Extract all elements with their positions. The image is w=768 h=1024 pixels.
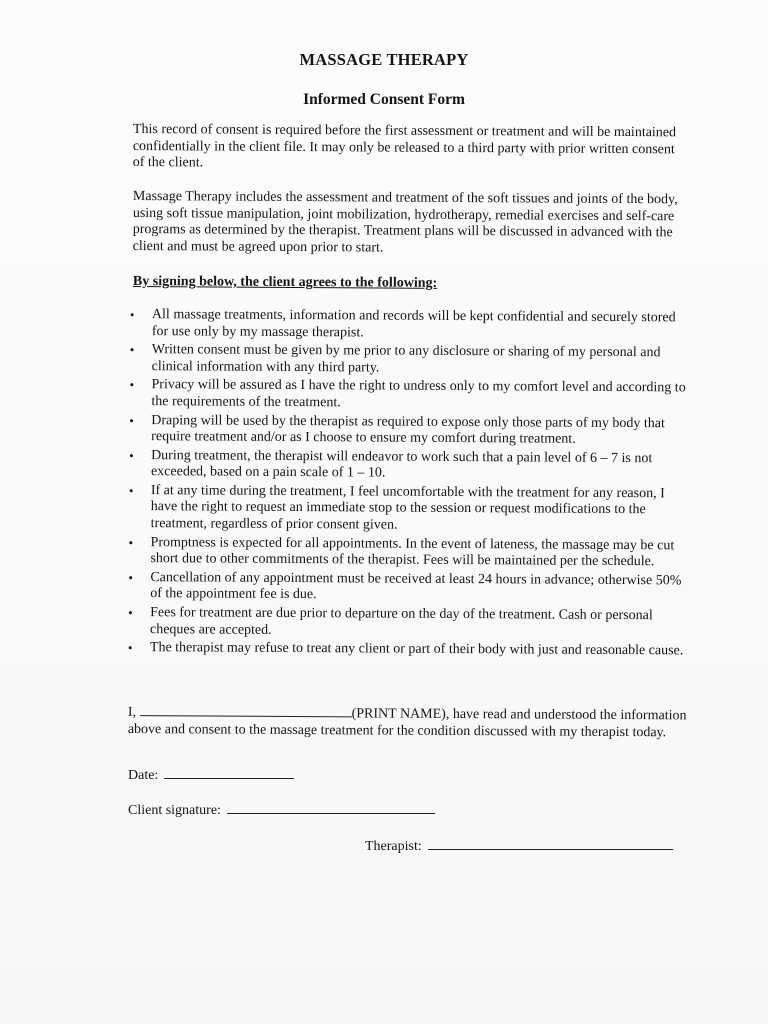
agreement-item-privacy [127, 377, 687, 413]
bullet-icon: • [129, 447, 134, 463]
agreement-item-text: Fees for treatment are due prior to departure on the day of the treatment. Cash or personal cheques are accepted. [149, 605, 653, 638]
consent-statement [128, 703, 688, 741]
bullet-icon: • [128, 534, 134, 550]
form-subtitle: Informed Consent Form [303, 91, 465, 108]
consent-suffix: (PRINT NAME), have read and understood the information above and consent to the massage treatment for the condition discussed with my therapist today. [127, 706, 687, 740]
bullet-icon: • [129, 377, 135, 393]
agreement-item-draping [127, 413, 687, 449]
bullet-icon: • [128, 482, 134, 498]
agreement-item-text: Draping will be used by the therapist as required to expose only those parts of my body that require treatment and/or as I choose to ensure my comfort during treatment. [151, 412, 665, 447]
bullet-icon: • [127, 640, 133, 656]
agreement-item-refusal [126, 640, 686, 660]
agreement-list [126, 307, 688, 662]
client-signature-field [128, 801, 435, 819]
print-name-line[interactable] [140, 703, 352, 717]
therapist-signature-field [365, 837, 673, 855]
bullet-icon: • [128, 605, 133, 621]
intro-paragraph-consent-record: This record of consent is required before the first assessment or treatment and will be maintained confidentially in the client file. It may only be released to a third party with prior written consent of the client. [132, 122, 677, 171]
agreement-item-fees [126, 605, 686, 641]
agreement-item-cancellation [126, 570, 686, 606]
bullet-icon: • [129, 307, 135, 323]
agreement-item-stop-request [127, 483, 687, 536]
agreement-item-text: Cancellation of any appointment must be received at least 24 hours in advance; otherwise 50% of the appointment fee is due. [150, 569, 682, 603]
bullet-icon: • [129, 342, 135, 358]
therapist-label: Therapist: [365, 839, 422, 854]
consent-prefix: I, [127, 704, 137, 721]
agreement-item-text: Written consent must be given by me prior to any disclosure or sharing of my personal and clinical information with any third party. [151, 342, 661, 376]
date-label: Date: [128, 768, 159, 783]
agreement-item-text: The therapist may refuse to treat any client or part of their body with just and reasonable cause. [149, 640, 684, 659]
agreement-heading: By signing below, the client agrees to the following: [132, 274, 438, 291]
agreement-item-written-consent [128, 342, 688, 378]
agreement-item-text: Privacy will be assured as I have the right to undress only to my comfort level and according to the requirements of the treatment. [151, 377, 686, 411]
therapist-signature-line[interactable] [428, 837, 673, 850]
date-line[interactable] [164, 766, 294, 779]
agreement-item-confidentiality [128, 307, 688, 343]
agreement-item-pain-level [127, 448, 687, 484]
bullet-icon: • [128, 569, 133, 585]
agreement-item-text: All massage treatments, information and records will be kept confidential and securely stored for use only by my massage therapist. [151, 307, 676, 340]
bullet-icon: • [129, 412, 134, 428]
agreement-item-promptness [126, 535, 686, 571]
agreement-item-text: If at any time during the treatment, I feel uncomfortable with the treatment for any reason, I have the right to request an immediate stop to the session or request modifications to the treatment, regardless of prior consent given. [150, 483, 665, 533]
client-signature-label: Client signature: [128, 803, 221, 818]
agreement-item-text: During treatment, the therapist will endeavor to work such that a pain level of 6 – 7 is not exceeded, based on a pain scale of 1 – 10. [150, 447, 653, 481]
client-signature-line[interactable] [227, 801, 435, 814]
agreement-item-text: Promptness is expected for all appointments. In the event of lateness, the massage may be cut short due to other commitments of the therapist. Fees will be maintained per the schedule. [150, 534, 675, 570]
date-field [128, 766, 294, 784]
intro-paragraph-massage-therapy: Massage Therapy includes the assessment and treatment of the soft tissues and joints of the body, using soft tissue manipulation, joint mobilization, hydrotherapy, remedial exercises and self-care programs as determined by the therapist. Treatment plans will be discussed in advanced with the client and must be agreed upon prior to start. [132, 189, 678, 256]
form-title: MASSAGE THERAPY [299, 50, 469, 69]
